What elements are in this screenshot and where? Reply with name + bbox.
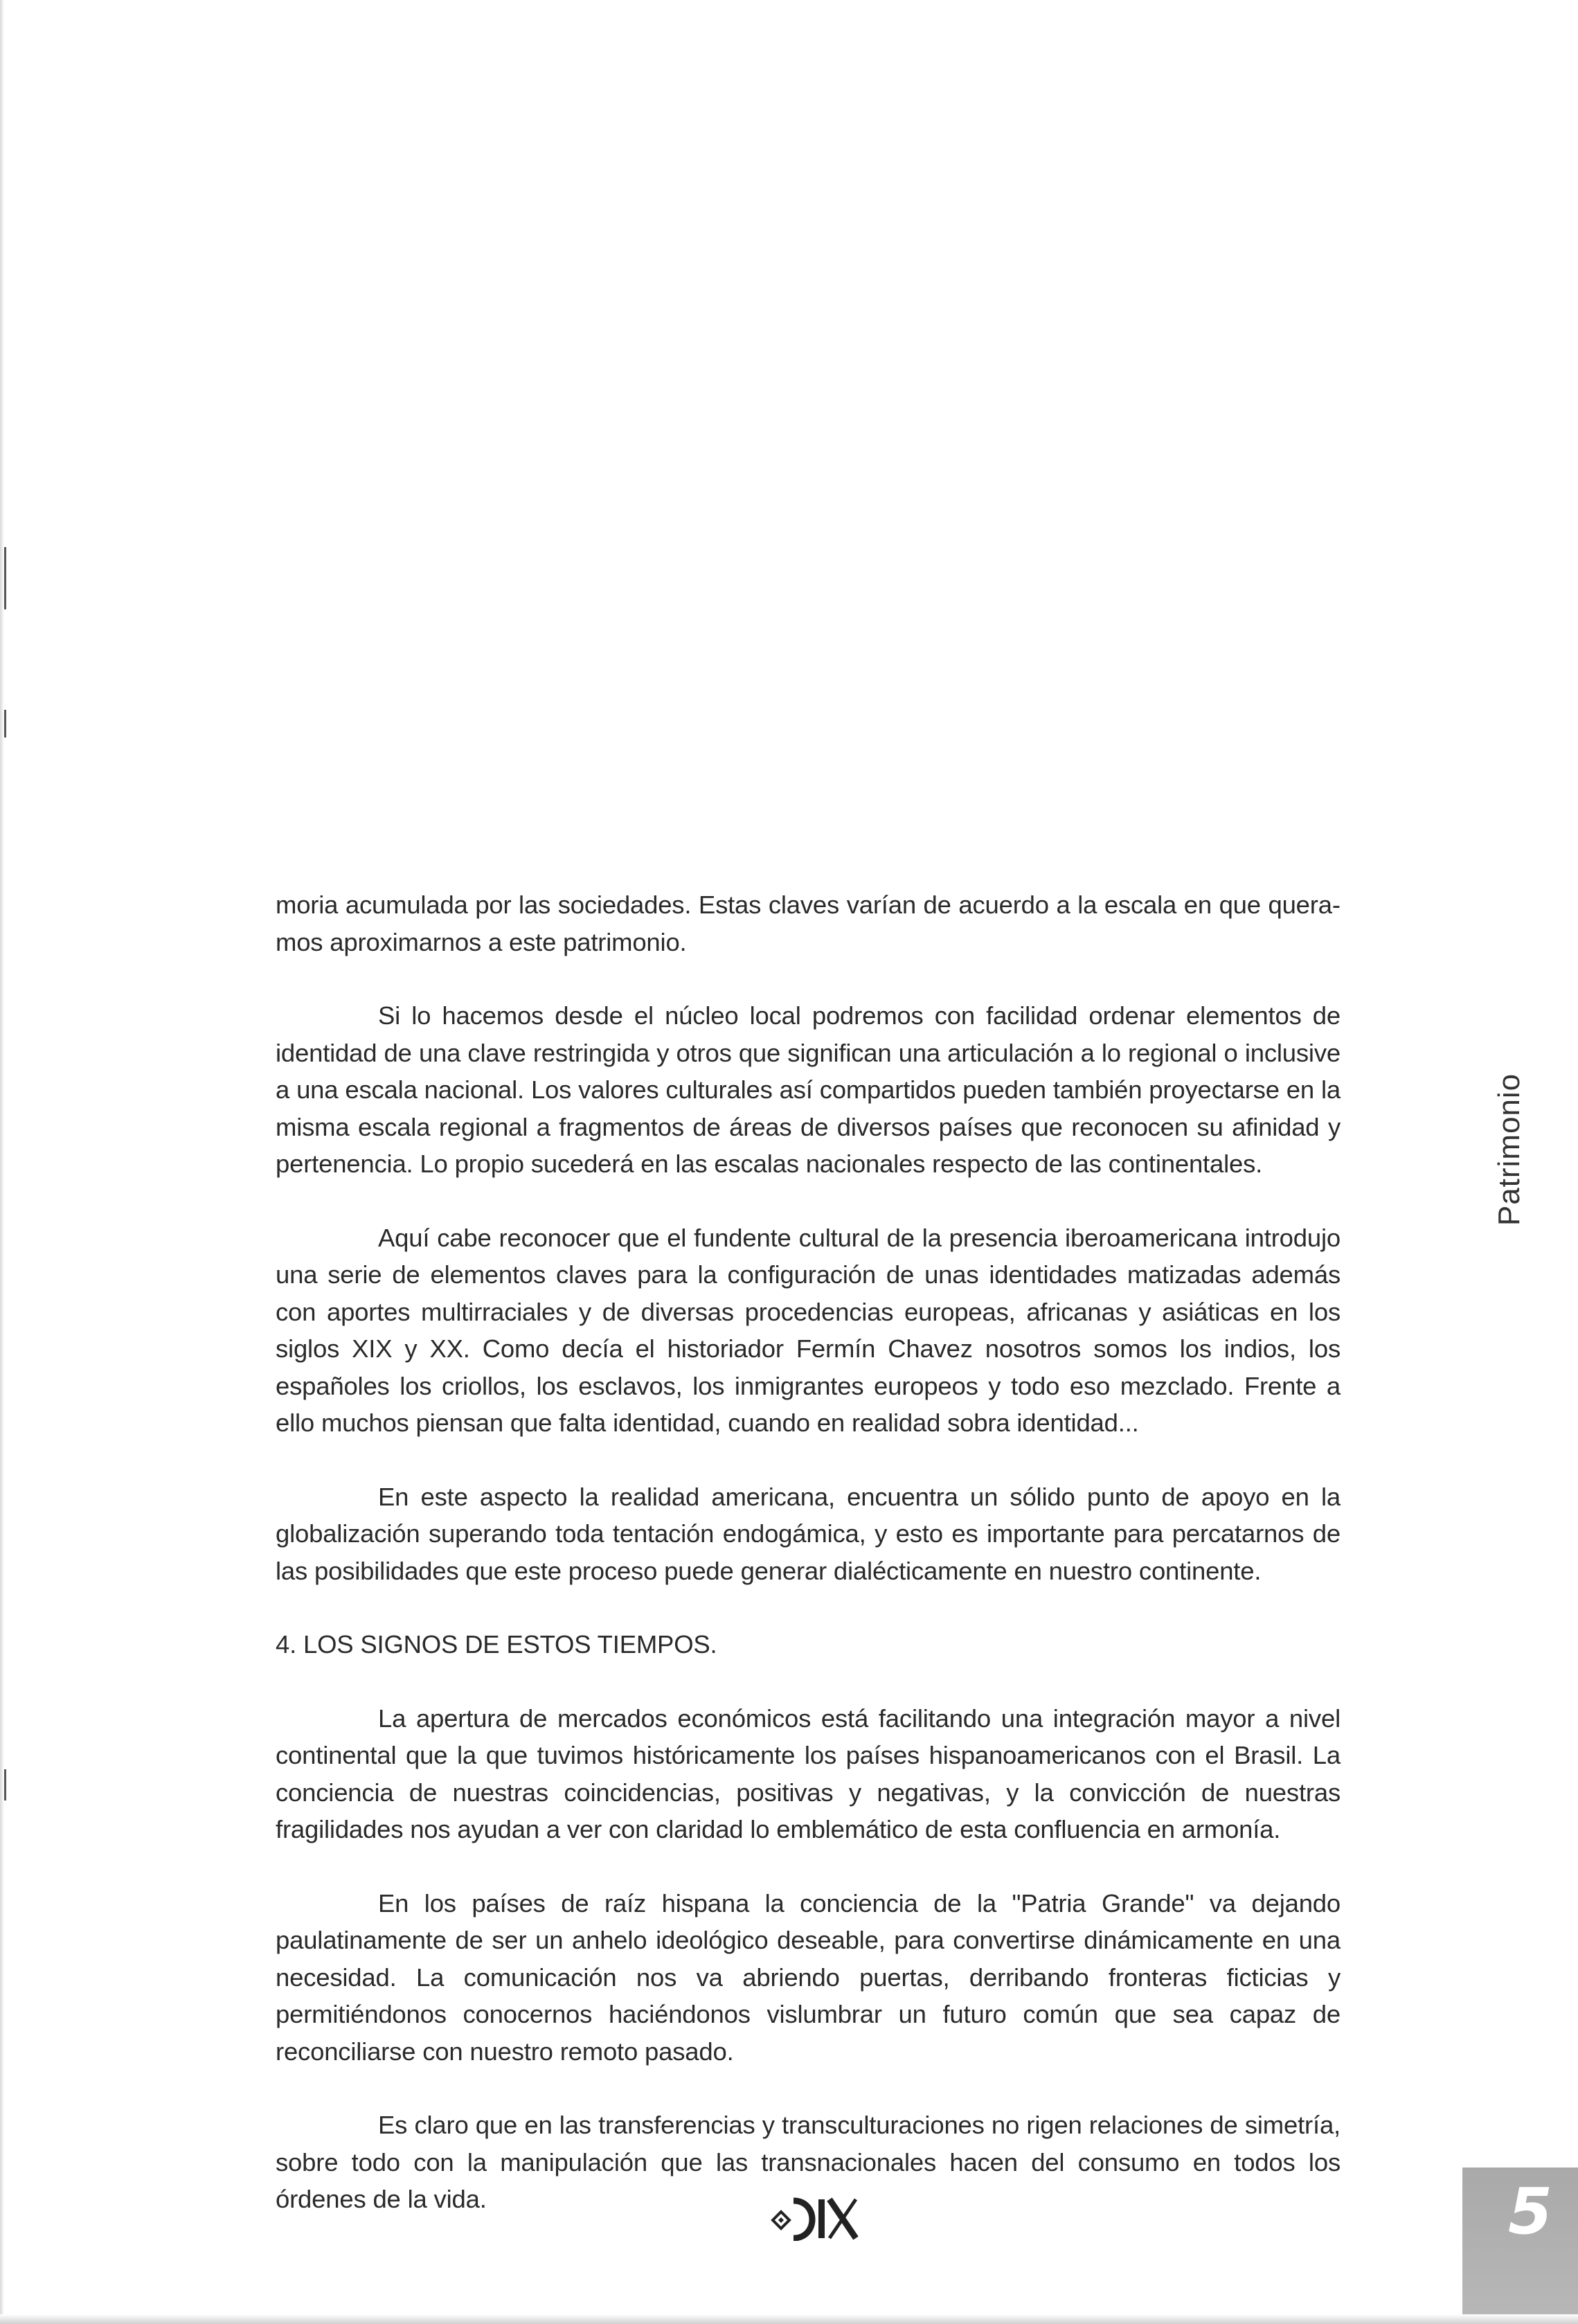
paragraph: En este aspecto la realidad americana, encuentra un sólido punto de apoyo en la globalización superando toda tentación endogámica, y esto es importante para percatarnos de las posibilidades que este proceso puede generar dialécticamente en nuestro continente. [276, 1482, 1341, 1585]
paragraph: Aquí cabe reconocer que el fundente cultural de la presencia iberoamericana introdujo una serie de elementos claves para la configuración de unas identidades matizadas además con aportes multirraciales y de diversas procedencias europeas, africanas y asiáticas en los siglos XIX y XX. Como decía el historiador Fermín Chavez nosotros somos los indios, los españoles los criollos, los esclavos, los inmigrantes europeos y todo eso mezclado. Frente a ello muchos piensan que falta identidad, cuando en realidad sobra identidad... [276, 1223, 1341, 1437]
paragraph: En los países de raíz hispana la conciencia de la "Patria Grande" va dejando paulatinamente de ser un anhelo ideológico deseable, para convertirse dinámicamente en una necesidad. La comunicación nos va abriendo puertas, derribando fronteras ficticias y permitiéndonos conocernos haciéndonos vislumbrar un futuro común que sea capaz de reconciliarse con nuestro remoto pasado. [276, 1888, 1341, 2066]
scan-mark [4, 710, 6, 738]
paragraph: La apertura de mercados económicos está facilitando una integración mayor a nivel continental que la que tuvimos históricamente los países hispanoamericanos con el Brasil. La conciencia de nuestras coincidencias, positivas y negativas, y la convicción de nuestras fragilidades nos ayudan a ver con claridad lo emblemático de esta confluencia en armonía. [276, 1704, 1341, 1843]
scan-mark [4, 1769, 6, 1800]
paragraph: Es claro que en las transferencias y transculturaciones no rigen relaciones de simetría, sobre todo con la manipulación que las transnacionales hacen del consumo en todos los órdenes de la vida. [276, 2111, 1341, 2213]
dix-logo-icon [770, 2192, 860, 2241]
side-label-text: Patrimonio [1492, 1073, 1526, 1226]
section-heading: 4. LOS SIGNOS DE ESTOS TIEMPOS. [276, 1630, 717, 1659]
paragraph: moria acumulada por las sociedades. Estas claves varían de acuerdo a la escala en que queramos aproximarnos a este patrimonio. [276, 891, 1341, 956]
scan-edge [0, 0, 4, 2324]
section-side-label [1489, 1070, 1530, 1229]
scan-edge [0, 2314, 1578, 2324]
page-number: 5 [1507, 2174, 1552, 2249]
scan-mark [4, 547, 6, 609]
paragraph: Si lo hacemos desde el núcleo local podremos con facilidad ordenar elementos de identidad de una clave restringida y otros que significan una articulación a lo regional o inclusive a una escala nacional. Los valores culturales así compartidos pueden también proyectarse en la misma escala regional a fragmentos de áreas de diversos países que reconocen su afinidad y pertenencia. Lo propio sucederá en las escalas nacionales respecto de las continentales. [276, 1001, 1341, 1178]
body-text [276, 886, 1341, 2255]
